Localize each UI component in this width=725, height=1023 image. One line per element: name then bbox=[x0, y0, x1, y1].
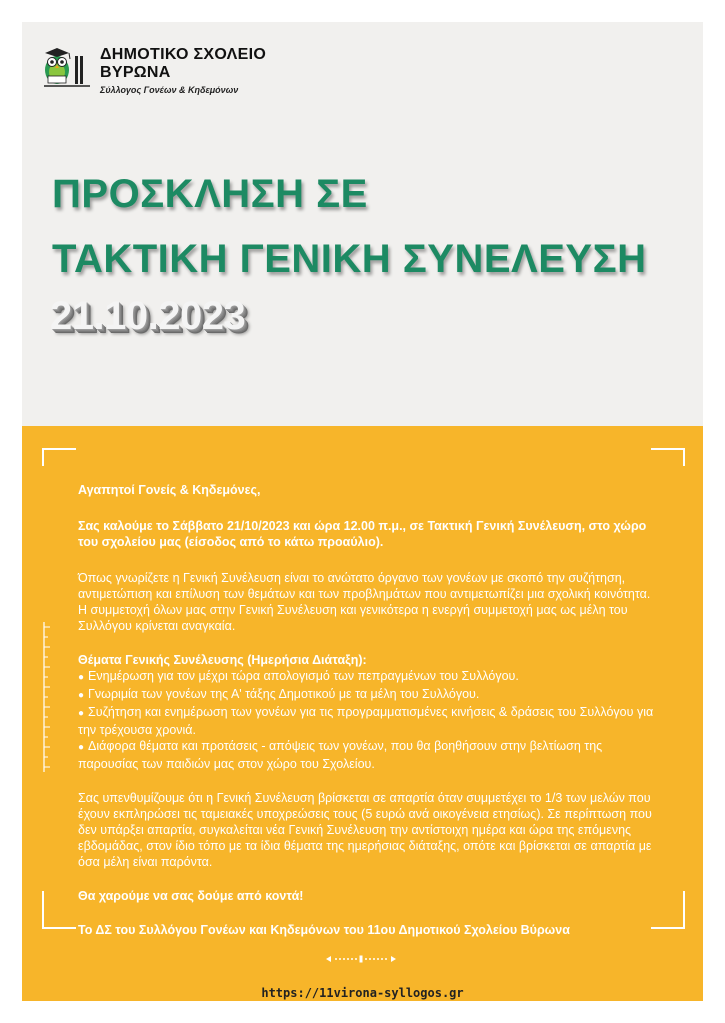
invitation-poster bbox=[22, 22, 703, 1001]
agenda-item: ● Γνωριμία των γονέων της Α' τάξης Δημοτικού με τα μέλη του Συλλόγου. bbox=[78, 686, 654, 704]
invitation-text: Σας καλούμε το Σάββατο 21/10/2023 και ώρα 12.00 π.μ., σε Τακτική Γενική Συνέλευση, στο χώρο του σχολείου μας (είσοδος από το κάτω προαύλιο). bbox=[78, 519, 647, 549]
agenda-item: ● Συζήτηση και ενημέρωση των γονέων για τις προγραμματισμένες κινήσεις & δράσεις του Συλλόγου για την τρέχουσα χρονιά. bbox=[78, 704, 654, 738]
event-date: 21.10.2023 bbox=[50, 294, 246, 338]
school-logo bbox=[42, 42, 302, 102]
agenda-heading: Θέματα Γενικής Συνέλευσης (Ημερήσια Διάταξη): bbox=[78, 653, 367, 667]
quorum-paragraph: Σας υπενθυμίζουμε ότι η Γενική Συνέλευση βρίσκεται σε απαρτία όταν συμμετέχει το 1/3 των μελών που έχουν εκπληρώσει τις ταμειακές υποχρεώσεις τους (5 ευρώ ανά οικογένεια ετησίως). Σε περίπτωση που δεν υπάρξει απαρτία, συγκαλείται νέα Γενική Συνέλευση την αντίστοιχη ημέρα και ώρα της επόμενης εβδομάδας, στον ίδιο τόπο με τα ίδια θέματα της ημερήσιας διάταξης, οπότε και βρίσκεται σε απαρτία με όσα μέλη είναι παρόντα. bbox=[78, 791, 652, 869]
closing-line: Θα χαρούμε να σας δούμε από κοντά! bbox=[78, 889, 304, 903]
agenda-list bbox=[78, 668, 654, 772]
logo-subtitle: ΒΥΡΩΝΑ bbox=[100, 64, 171, 81]
headline-line-1: ΠΡΟΣΚΛΗΣΗ ΣΕ bbox=[52, 172, 368, 216]
agenda-item: ● Ενημέρωση για τον μέχρι τώρα απολογισμό των πεπραγμένων του Συλλόγου. bbox=[78, 668, 654, 686]
frame-corner-top-right bbox=[651, 448, 685, 466]
agenda bbox=[78, 652, 654, 772]
greeting: Αγαπητοί Γονείς & Κηδεμόνες, bbox=[78, 483, 261, 497]
owl-logo-icon bbox=[42, 42, 94, 88]
logo-tagline: Σύλλογος Γονέων & Κηδεμόνων bbox=[100, 85, 239, 95]
letter-panel bbox=[22, 426, 703, 1001]
header-panel bbox=[22, 22, 703, 426]
intro-paragraph: Όπως γνωρίζετε η Γενική Συνέλευση είναι το ανώτατο όργανο των γονέων με σκοπό την συζήτηση, αντιμετώπιση και επίλυση των θεμάτων και των προβλημάτων που αντιμετωπίζει μια σχολική κοινότητα. Η συμμετοχή όλων μας στην Γενική Συνέλευση και γενικότερα η ενεργή συμμετοχή μας ως μέλη του Συλλόγου κρίνεται αναγκαία. bbox=[78, 571, 651, 633]
logo-title: ΔΗΜΟΤΙΚΟ ΣΧΟΛΕΙΟ bbox=[100, 46, 267, 63]
frame-corner-bottom-left bbox=[42, 891, 76, 929]
frame-corner-bottom-right bbox=[651, 891, 685, 929]
headline-line-2: ΤΑΚΤΙΚΗ ΓΕΝΙΚΗ ΣΥΝΕΛΕΥΣΗ bbox=[52, 237, 647, 281]
ruler-decoration-icon bbox=[42, 622, 52, 772]
dotted-divider-icon bbox=[326, 954, 396, 964]
signature: Το ΔΣ του Συλλόγου Γονέων και Κηδεμόνων του 11ου Δημοτικού Σχολείου Βύρωνα bbox=[78, 923, 570, 937]
agenda-item: ● Διάφορα θέματα και προτάσεις - απόψεις των γονέων, που θα βοηθήσουν στην βελτίωση της παρουσίας των παιδιών μας στον χώρο του Σχολείου. bbox=[78, 738, 654, 772]
frame-corner-top-left bbox=[42, 448, 76, 466]
website-link[interactable]: https://11virona-syllogos.gr bbox=[261, 986, 464, 1000]
